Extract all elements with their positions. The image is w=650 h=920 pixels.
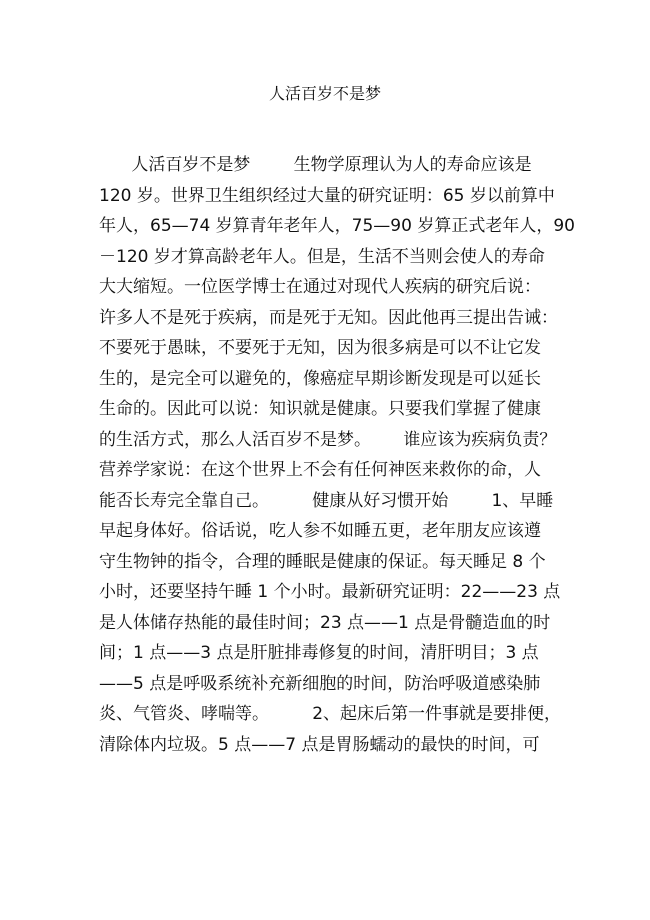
body-line: 120 岁。世界卫生组织经过大量的研究证明：65 岁以前算中 bbox=[99, 185, 555, 206]
body-line: 生命的。因此可以说：知识就是健康。只要我们掌握了健康 bbox=[99, 399, 541, 419]
body-line: 能否长寿完全靠自己。 健康从好习惯开始 1、早睡 bbox=[99, 490, 554, 511]
body-line: 清除体内垃圾。5 点——7 点是胃肠蠕动的最快的时间，可 bbox=[99, 734, 540, 755]
body-line: 营养学家说：在这个世界上不会有任何神医来救你的命，人 bbox=[99, 460, 541, 480]
body-line: －120 岁才算高龄老年人。但是，生活不当则会使人的寿命 bbox=[99, 246, 545, 267]
document-title: 人活百岁不是梦 bbox=[268, 84, 381, 103]
body-line: 的生活方式，那么人活百岁不是梦。 谁应该为疾病负责？ bbox=[99, 429, 557, 450]
body-line: 小时，还要坚持午睡 1 个小时。最新研究证明：22——23 点 bbox=[99, 582, 561, 602]
body-line: 早起身体好。俗话说，吃人参不如睡五更，老年朋友应该遵 bbox=[99, 521, 541, 541]
body-line: 大大缩短。一位医学博士在通过对现代人疾病的研究后说： bbox=[99, 277, 541, 297]
body-line: 炎、气管炎、哮喘等。 2、起床后第一件事就是要排便， bbox=[99, 704, 562, 724]
body-line: 守生物钟的指令，合理的睡眠是健康的保证。每天睡足 8 个 bbox=[99, 551, 546, 572]
body-line: 生的，是完全可以避免的，像癌症早期诊断发现是可以延长 bbox=[99, 368, 541, 389]
body-line: 是人体储存热能的最佳时间；23 点——1 点是骨髓造血的时 bbox=[99, 612, 551, 633]
body-line: 年人，65—74 岁算青年老年人，75—90 岁算正式老年人，90 bbox=[99, 216, 575, 236]
body-line: 间；1 点——3 点是肝脏排毒修复的时间，清肝明目；3 点 bbox=[99, 643, 539, 663]
body-line: 许多人不是死于疾病，而是死于无知。因此他再三提出告诫： bbox=[99, 307, 558, 328]
body-line: ——5 点是呼吸系统补充新细胞的时间，防治呼吸道感染肺 bbox=[99, 673, 541, 694]
body-line: 人活百岁不是梦 生物学原理认为人的寿命应该是 bbox=[99, 155, 532, 175]
document-body bbox=[99, 150, 579, 760]
body-line: 不要死于愚昧，不要死于无知，因为很多病是可以不让它发 bbox=[99, 338, 541, 358]
